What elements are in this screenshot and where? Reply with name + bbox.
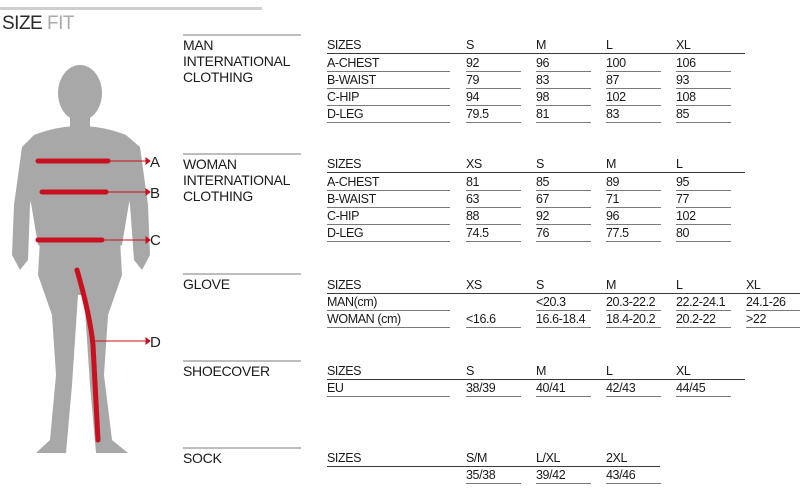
section-title <box>183 37 313 85</box>
section-title <box>183 156 313 204</box>
section-glove <box>183 273 800 333</box>
table-cell: 67 <box>536 191 591 208</box>
table-cell: 40/41 <box>536 380 591 397</box>
section-rule <box>183 153 301 155</box>
header-cell: SIZES <box>327 157 362 171</box>
table-cell: 94 <box>466 89 521 106</box>
table-cell: 83 <box>536 72 591 89</box>
row-label: D-LEG <box>327 225 450 242</box>
marker-b: B <box>150 185 161 202</box>
header-cell: S <box>466 364 474 378</box>
title-line: INTERNATIONAL <box>183 172 291 188</box>
header-cell: XL <box>676 38 691 52</box>
table-cell: 92 <box>466 55 521 72</box>
table-cell: 100 <box>606 55 661 72</box>
section-man-clothing <box>183 34 800 124</box>
header-cell: XL <box>746 278 761 292</box>
row-label: D-LEG <box>327 106 450 123</box>
table-cell: 43/46 <box>606 467 661 484</box>
header-cell: SIZES <box>327 38 362 52</box>
header-cell: L <box>676 157 683 171</box>
section-title <box>183 363 313 379</box>
table-cell: 74.5 <box>466 225 521 242</box>
title-line: CLOTHING <box>183 188 253 204</box>
marker-c: C <box>150 232 161 249</box>
header-cell: M <box>606 278 617 292</box>
row-label: C-HIP <box>327 208 450 225</box>
header-cell: L <box>606 364 613 378</box>
table-cell: 80 <box>676 225 731 242</box>
section-title <box>183 276 313 292</box>
section-rule <box>183 34 301 36</box>
header-underline <box>327 172 745 173</box>
table-cell: 81 <box>466 174 521 191</box>
table-cell <box>466 294 521 310</box>
table-cell: 39/42 <box>536 467 591 484</box>
table-cell: 20.2-22 <box>676 311 731 328</box>
table-cell: <20.3 <box>536 294 591 311</box>
marker-a: A <box>150 154 161 171</box>
title-line: WOMAN <box>183 156 237 172</box>
section-woman-clothing <box>183 153 800 243</box>
table-cell: 81 <box>536 106 591 123</box>
header-cell: SIZES <box>327 278 362 292</box>
title-line: SOCK <box>183 450 222 466</box>
table-cell: 79.5 <box>466 106 521 123</box>
section-shoecover <box>183 360 800 400</box>
table-cell: 89 <box>606 174 661 191</box>
table-cell: 102 <box>676 208 731 225</box>
table-cell: 96 <box>606 208 661 225</box>
row-label: A-CHEST <box>327 174 450 191</box>
table-cell: 38/39 <box>466 380 521 397</box>
header-cell: 2XL <box>606 451 628 465</box>
header-cell: M <box>536 364 547 378</box>
row-label <box>327 467 450 483</box>
table-cell: 79 <box>466 72 521 89</box>
table-cell: 95 <box>676 174 731 191</box>
table-cell: 35/38 <box>466 467 521 484</box>
row-label: B-WAIST <box>327 72 450 89</box>
table-cell: 93 <box>676 72 731 89</box>
table-cell: 77.5 <box>606 225 661 242</box>
header-cell: L <box>676 278 683 292</box>
table-cell: 88 <box>466 208 521 225</box>
row-label: B-WAIST <box>327 191 450 208</box>
header-cell: S/M <box>466 451 488 465</box>
table-cell: 85 <box>676 106 731 123</box>
section-rule <box>183 273 301 275</box>
title-line: SHOECOVER <box>183 363 270 379</box>
title-line: INTERNATIONAL <box>183 53 291 69</box>
table-cell: 77 <box>676 191 731 208</box>
table-cell: 22.2-24.1 <box>676 294 731 311</box>
row-label: WOMAN (cm) <box>327 311 450 328</box>
table-cell: 18.4-20.2 <box>606 311 661 328</box>
title-word-size: SIZE <box>2 13 43 34</box>
body-measurement-figure <box>0 55 170 460</box>
table-cell: 87 <box>606 72 661 89</box>
header-cell: XL <box>676 364 691 378</box>
title-word-fit: FIT <box>47 13 75 34</box>
table-cell: 83 <box>606 106 661 123</box>
header-cell: M <box>606 157 617 171</box>
table-cell: 92 <box>536 208 591 225</box>
header-cell: SIZES <box>327 364 362 378</box>
table-cell: <16.6 <box>466 311 521 328</box>
row-label: C-HIP <box>327 89 450 106</box>
table-cell: 102 <box>606 89 661 106</box>
table-cell: 71 <box>606 191 661 208</box>
row-label: EU <box>327 380 450 397</box>
header-rule <box>0 7 262 10</box>
table-cell: 24.1-26 <box>746 294 800 311</box>
header-cell: SIZES <box>327 451 362 465</box>
section-sock <box>183 447 800 487</box>
header-cell: S <box>466 38 474 52</box>
table-cell: >22 <box>746 311 800 328</box>
section-rule <box>183 360 301 362</box>
table-cell: 106 <box>676 55 731 72</box>
header-cell: M <box>536 38 547 52</box>
table-cell: 98 <box>536 89 591 106</box>
page-title <box>2 13 74 35</box>
row-label: MAN(cm) <box>327 294 450 311</box>
header-cell: XS <box>466 157 482 171</box>
table-cell: 44/45 <box>676 380 731 397</box>
table-cell: 20.3-22.2 <box>606 294 661 311</box>
table-cell: 96 <box>536 55 591 72</box>
table-cell: 108 <box>676 89 731 106</box>
section-title <box>183 450 313 466</box>
header-cell: S <box>536 278 544 292</box>
marker-d: D <box>150 334 161 351</box>
body-silhouette <box>12 65 150 453</box>
header-cell: S <box>536 157 544 171</box>
header-underline <box>327 53 745 54</box>
title-line: CLOTHING <box>183 69 253 85</box>
table-cell: 85 <box>536 174 591 191</box>
table-cell: 63 <box>466 191 521 208</box>
table-cell: 16.6-18.4 <box>536 311 591 328</box>
row-label: A-CHEST <box>327 55 450 72</box>
header-cell: L <box>606 38 613 52</box>
table-cell: 42/43 <box>606 380 661 397</box>
title-line: MAN <box>183 37 214 53</box>
header-cell: XS <box>466 278 482 292</box>
header-cell: L/XL <box>536 451 561 465</box>
title-line: GLOVE <box>183 276 230 292</box>
section-rule <box>183 447 301 449</box>
table-cell: 76 <box>536 225 591 242</box>
